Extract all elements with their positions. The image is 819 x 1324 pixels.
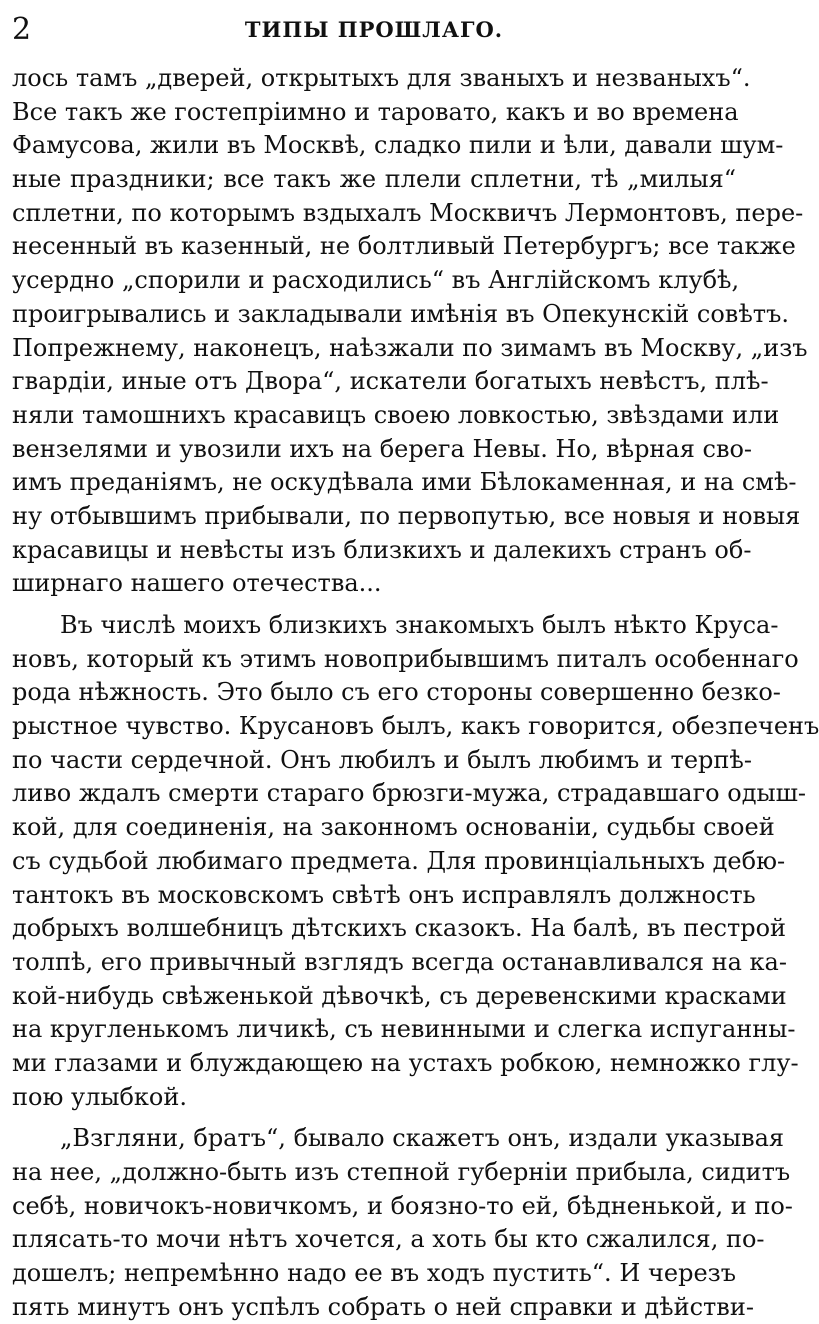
text-line: рыстное чувство. Крусановъ былъ, какъ говорится, обезпеченъ xyxy=(12,712,819,741)
text-line: ные праздники; все такъ же плели сплетни, тѣ „милыя“ xyxy=(12,165,736,194)
text-line: Все такъ же гостепріимно и тароватo, какъ и во времена xyxy=(12,97,739,126)
text-line: себѣ, новичокъ-новичкомъ, и боязно-то ей, бѣдненькой, и по- xyxy=(12,1191,793,1220)
text-line: рода нѣжность. Это было съ его стороны совершенно безко- xyxy=(12,678,781,707)
paragraph xyxy=(12,62,808,601)
text-line: проигрывались и закладывали имѣнія въ Опекунскій совѣтъ. xyxy=(12,299,789,328)
paragraph xyxy=(12,609,819,1114)
body-text xyxy=(12,62,819,1324)
running-title: ТИПЫ ПРОШЛАГО. xyxy=(244,17,504,42)
paragraph-gap xyxy=(12,601,736,609)
text-line: толпѣ, его привычный взглядъ всегда останавливался на ка- xyxy=(12,947,787,976)
text-line: гвардіи, иные отъ Двора“, искатели богатыхъ невѣстъ, плѣ- xyxy=(12,367,769,396)
text-line: „Взгляни, братъ“, бывало скажетъ онъ, издали указывая xyxy=(60,1124,785,1153)
text-line: на нее, „должно-быть изъ степной губерніи прибыла, сидитъ xyxy=(12,1158,791,1186)
text-line: Въ числѣ моихъ близкихъ знакомыхъ былъ нѣкто Круса- xyxy=(60,611,779,639)
text-line: ливо ждалъ смерти стараго брюзги-мужа, страдавшаго одыш- xyxy=(12,779,806,808)
text-line: добрыхъ волшебницъ дѣтскихъ сказокъ. На балѣ, въ пестрой xyxy=(12,914,787,943)
paragraph-gap xyxy=(12,1114,736,1122)
text-line: вензелями и увозили ихъ на берега Невы. Но, вѣрная сво- xyxy=(12,434,753,463)
text-line: Попрежнему, наконецъ, наѣзжали по зимамъ въ Москву, „изъ xyxy=(12,333,808,362)
paragraph xyxy=(12,1122,793,1324)
text-line: имъ преданіямъ, не оскудѣвала ими Бѣлокаменная, и на смѣ- xyxy=(12,468,797,497)
text-line: лось тамъ „дверей, открытыхъ для званыхъ и незваныхъ“. xyxy=(12,64,751,92)
text-line: на кругленькомъ личикѣ, съ невинными и слегка испуганны- xyxy=(12,1015,796,1044)
text-line: няли тамошнихъ красавицъ своею ловкостью, звѣздами или xyxy=(12,400,780,429)
text-line: усердно „спорили и расходились“ въ Англійскомъ клубѣ, xyxy=(12,266,740,295)
text-line: съ судьбой любимаго предмета. Для провинціальныхъ дебю- xyxy=(12,846,786,875)
text-line: пою улыбкой. xyxy=(12,1082,187,1111)
text-line: кой, для соединенія, на законномъ основаніи, судьбы своей xyxy=(12,813,775,842)
text-line: кой-нибудь свѣженькой дѣвочкѣ, съ деревенскими красками xyxy=(12,981,787,1010)
text-line: новъ, который къ этимъ новоприбывшимъ питалъ особеннаго xyxy=(12,644,799,673)
text-line: Фамусова, жили въ Москвѣ, сладко пили и ѣли, давали шум- xyxy=(12,131,784,160)
text-line: ну отбывшимъ прибывали, по первопутью, все новыя и новыя xyxy=(12,501,801,530)
page-number: 2 xyxy=(12,12,32,47)
text-line: ширнаго нашего отечества... xyxy=(12,569,382,598)
text-line: дошелъ; непремѣнно надо ее въ ходъ пустить“. И черезъ xyxy=(12,1259,736,1288)
text-line: тантокъ въ московскомъ свѣтѣ онъ исправлялъ должность xyxy=(12,880,756,909)
text-line: сплетни, по которымъ вздыхалъ Москвичъ Лермонтовъ, пере- xyxy=(12,198,804,227)
running-head xyxy=(12,10,736,50)
text-line: по части сердечной. Онъ любилъ и былъ любимъ и терпѣ- xyxy=(12,745,752,774)
text-line: красавицы и невѣсты изъ близкихъ и далекихъ странъ об- xyxy=(12,535,752,564)
text-line: плясать-то мочи нѣтъ хочется, а хоть бы кто сжалился, по- xyxy=(12,1225,765,1254)
text-line: пять минутъ онъ успѣлъ собрать о ней справки и дѣйстви- xyxy=(12,1292,754,1321)
text-line: ми глазами и блуждающею на устахъ робкою, немножко глу- xyxy=(12,1048,799,1077)
text-line: несенный въ казенный, не болтливый Петербургъ; все также xyxy=(12,232,796,261)
